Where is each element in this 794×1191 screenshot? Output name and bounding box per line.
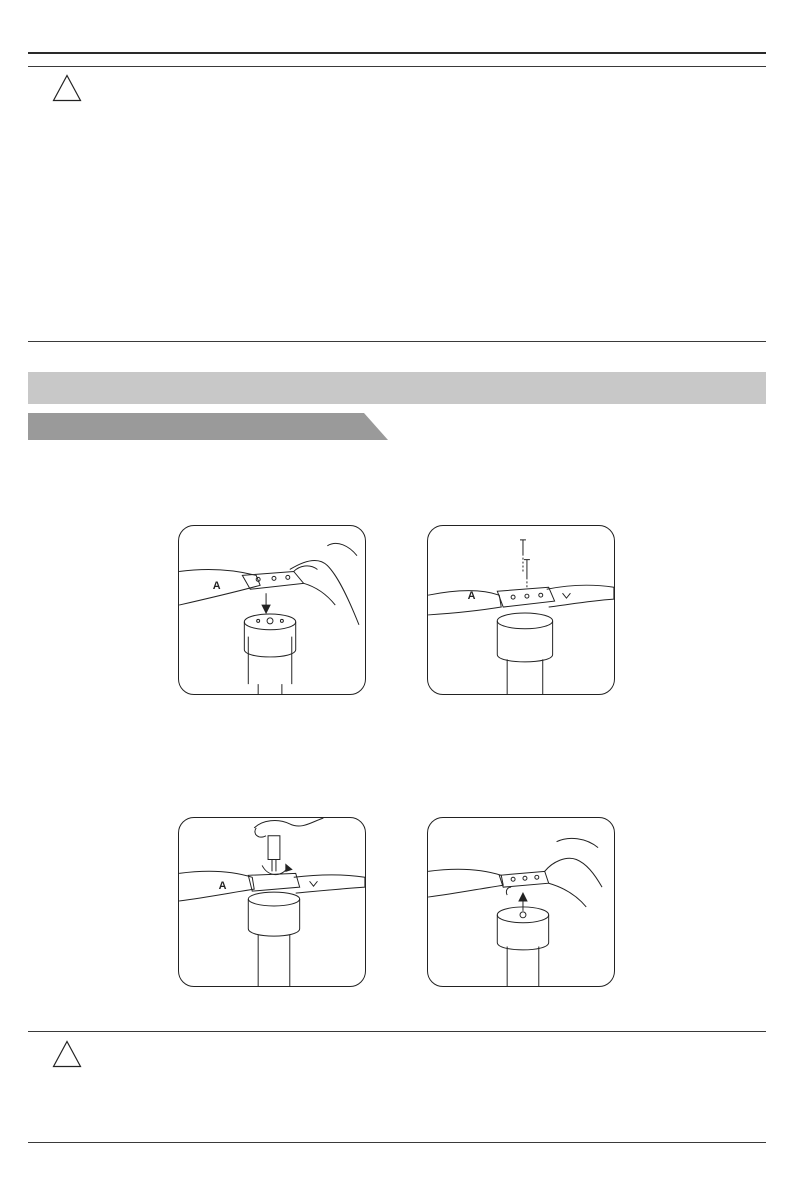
insert-screws-illustration bbox=[428, 526, 614, 694]
warning-triangle-icon bbox=[52, 1040, 82, 1068]
sub-heading-tab bbox=[28, 413, 388, 440]
figure-remove-propeller bbox=[427, 817, 615, 987]
tighten-screws-illustration bbox=[179, 818, 365, 986]
warning-box-bottom-rule-2 bbox=[28, 1142, 766, 1143]
blade-label-a: A bbox=[218, 880, 227, 893]
figure-tighten-screws bbox=[178, 817, 366, 987]
blade-label-a: A bbox=[212, 580, 221, 593]
blade-label-a: A bbox=[467, 590, 476, 603]
warning-box-bottom-rule bbox=[28, 341, 766, 342]
warning-triangle-icon bbox=[52, 74, 82, 102]
warning-box-top-rule bbox=[28, 66, 766, 67]
remove-propeller-illustration bbox=[428, 818, 614, 986]
figure-insert-screws bbox=[427, 525, 615, 695]
section-heading-bar bbox=[28, 372, 766, 404]
figure-mount-propeller bbox=[178, 525, 366, 695]
propeller-mount-illustration bbox=[179, 526, 365, 694]
warning-box-top-rule-2 bbox=[28, 1031, 766, 1032]
header-rule bbox=[28, 52, 766, 54]
